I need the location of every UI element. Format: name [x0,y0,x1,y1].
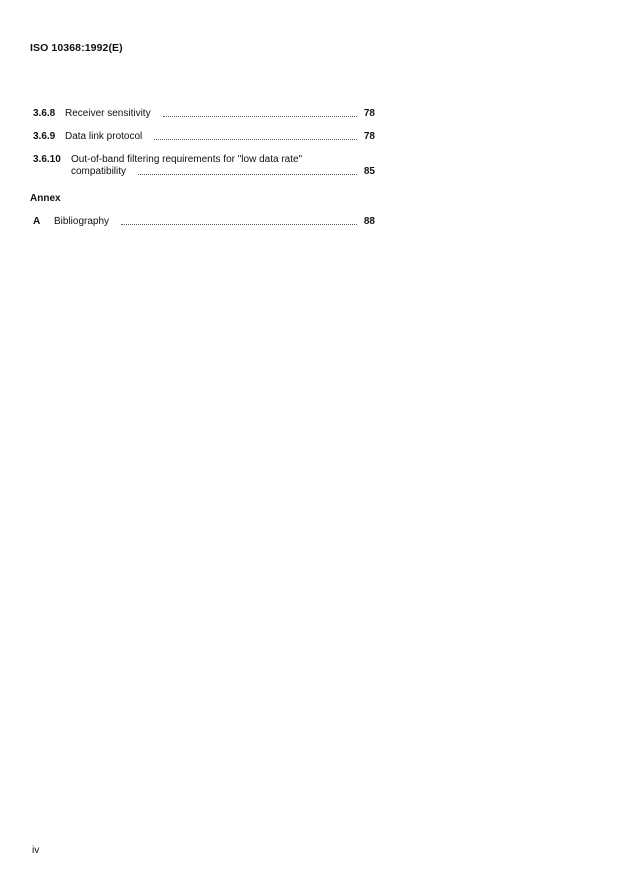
toc-entry-title-continued: compatibility [71,166,127,177]
annex-heading: Annex [30,193,61,204]
document-header: ISO 10368:1992(E) [30,42,123,54]
toc-entry-title: Receiver sensitivity [65,108,151,119]
toc-entry-number: 3.6.8 [33,108,56,119]
toc-entry-title: Bibliography [54,216,110,227]
toc-entry-number: 3.6.10 [33,154,61,165]
dot-leader [163,115,357,117]
annex-letter: A [33,216,41,227]
toc-entry-page: 88 [363,216,375,227]
toc-entry[interactable] [33,154,375,178]
toc-entry-title: Out-of-band filtering requirements for "low data rate" [71,154,303,165]
toc-annex-entry[interactable] [33,216,375,228]
toc-entry-number: 3.6.9 [33,131,56,142]
page-number: iv [32,845,40,856]
dot-leader [121,223,357,225]
toc-entry-page: 78 [363,131,375,142]
toc-entry[interactable] [33,131,375,143]
toc-entry-page: 85 [363,166,375,177]
toc-entry[interactable] [33,108,375,120]
dot-leader [138,173,357,175]
toc-entry-page: 78 [363,108,375,119]
dot-leader [154,138,357,140]
toc-entry-title: Data link protocol [65,131,143,142]
